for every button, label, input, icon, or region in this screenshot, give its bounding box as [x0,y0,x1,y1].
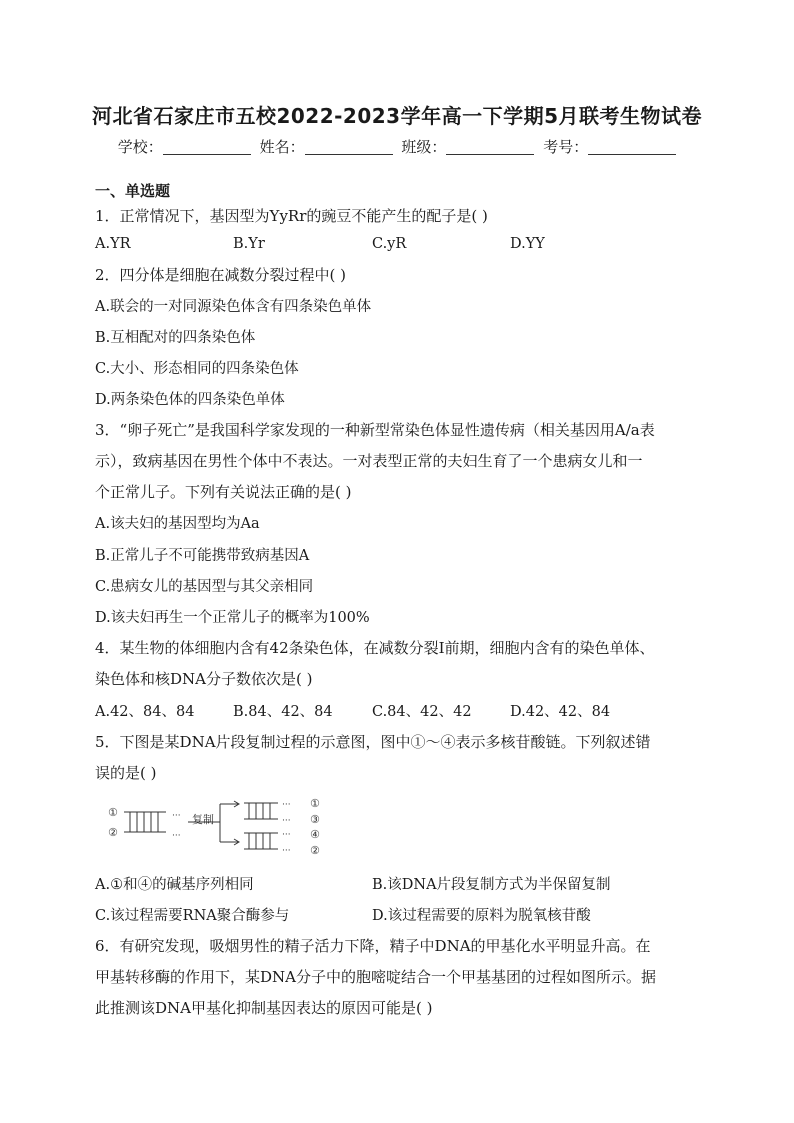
class-blank[interactable] [446,140,534,155]
q4-option-c[interactable]: C.84、42、42 [372,704,472,720]
q6-stem-line-1: 6．有研究发现，吸烟男性的精子活力下降，精子中DNA的甲基化水平明显升高。在 [95,937,651,955]
right-strand-4-label: ④ [310,828,320,841]
q3-option-c[interactable]: C.患病女儿的基因型与其父亲相同 [95,579,314,595]
q4-stem-line-2: 染色体和核DNA分子数依次是( ) [95,670,313,688]
q6-stem-line-3: 此推测该DNA甲基化抑制基因表达的原因可能是( ) [95,999,433,1017]
number-blank[interactable] [588,140,676,155]
q4-stem-line-1: 4．某生物的体细胞内含有42条染色体，在减数分裂Ⅰ前期，细胞内含有的染色单体、 [95,639,655,657]
q5-option-c[interactable]: C.该过程需要RNA聚合酶参与 [95,908,290,924]
student-info-line [0,136,794,157]
q1-option-d[interactable]: D.YY [510,236,545,252]
exam-title: 河北省石家庄市五校2022-2023学年高一下学期5月联考生物试卷 [91,104,703,128]
right-strand-3-label: ③ [310,813,320,826]
name-blank[interactable] [305,140,393,155]
left-dots-bottom: ··· [172,831,181,841]
q3-stem-line-1: 3．“卵子死亡”是我国科学家发现的一种新型常染色体显性遗传病（相关基因用A/a表 [95,421,655,439]
school-field[interactable] [118,136,251,157]
dna-replication-diagram [100,795,340,863]
number-label: 考号： [543,138,589,156]
right-strand-1-label: ① [310,797,320,810]
q2-stem: 2．四分体是细胞在减数分裂过程中( ) [95,266,347,284]
q5-option-a[interactable]: A.①和④的碱基序列相同 [95,877,254,893]
q3-stem-line-3: 个正常儿子。下列有关说法正确的是( ) [95,483,352,501]
q1-option-b[interactable]: B.Yr [233,236,265,252]
right-strand-2-label: ② [310,844,320,857]
q4-option-d[interactable]: D.42、42、84 [510,704,611,720]
q6-stem-line-2: 甲基转移酶的作用下，某DNA分子中的胞嘧啶结合一个甲基基团的过程如图所示。据 [95,968,656,986]
right-dots-1: ··· [282,800,291,810]
q2-option-b[interactable]: B.互相配对的四条染色体 [95,330,256,346]
right-dots-3: ··· [282,830,291,840]
school-blank[interactable] [163,140,251,155]
class-label: 班级： [401,138,447,156]
right-dots-4: ··· [282,846,291,856]
number-field[interactable] [543,136,676,157]
q4-option-b[interactable]: B.84、42、84 [233,704,333,720]
section-heading: 一、单选题 [95,182,171,200]
q2-option-d[interactable]: D.两条染色体的四条染色单体 [95,392,285,408]
q5-stem-line-1: 5．下图是某DNA片段复制过程的示意图，图中①～④表示多核苷酸链。下列叙述错 [95,733,651,751]
left-strand-2-label: ② [108,826,118,839]
q5-option-b[interactable]: B.该DNA片段复制方式为半保留复制 [372,877,611,893]
left-strand-1-label: ① [108,806,118,819]
school-label: 学校： [117,138,163,156]
right-dots-2: ··· [282,816,291,826]
q3-option-d[interactable]: D.该夫妇再生一个正常儿子的概率为100% [95,610,370,626]
q5-stem-line-2: 误的是( ) [95,764,157,782]
q5-option-d[interactable]: D.该过程需要的原料为脱氧核苷酸 [372,908,591,924]
class-field[interactable] [401,136,534,157]
left-dots-top: ··· [172,811,181,821]
name-field[interactable] [260,136,393,157]
q2-option-c[interactable]: C.大小、形态相同的四条染色体 [95,361,299,377]
q1-option-a[interactable]: A.YR [95,236,131,252]
replication-arrow-label: 复制 [192,813,214,826]
q4-option-a[interactable]: A.42、84、84 [95,704,195,720]
q3-stem-line-2: 示），致病基因在男性个体中不表达。一对表型正常的夫妇生育了一个患病女儿和一 [95,452,643,470]
q2-option-a[interactable]: A.联会的一对同源染色体含有四条染色单体 [95,299,372,315]
q3-option-a[interactable]: A.该夫妇的基因型均为Aa [95,516,260,532]
q1-stem: 1．正常情况下，基因型为YyRr的豌豆不能产生的配子是( ) [95,207,488,225]
q3-option-b[interactable]: B.正常儿子不可能携带致病基因A [95,548,310,564]
name-label: 姓名： [259,138,305,156]
q1-option-c[interactable]: C.yR [372,236,407,252]
